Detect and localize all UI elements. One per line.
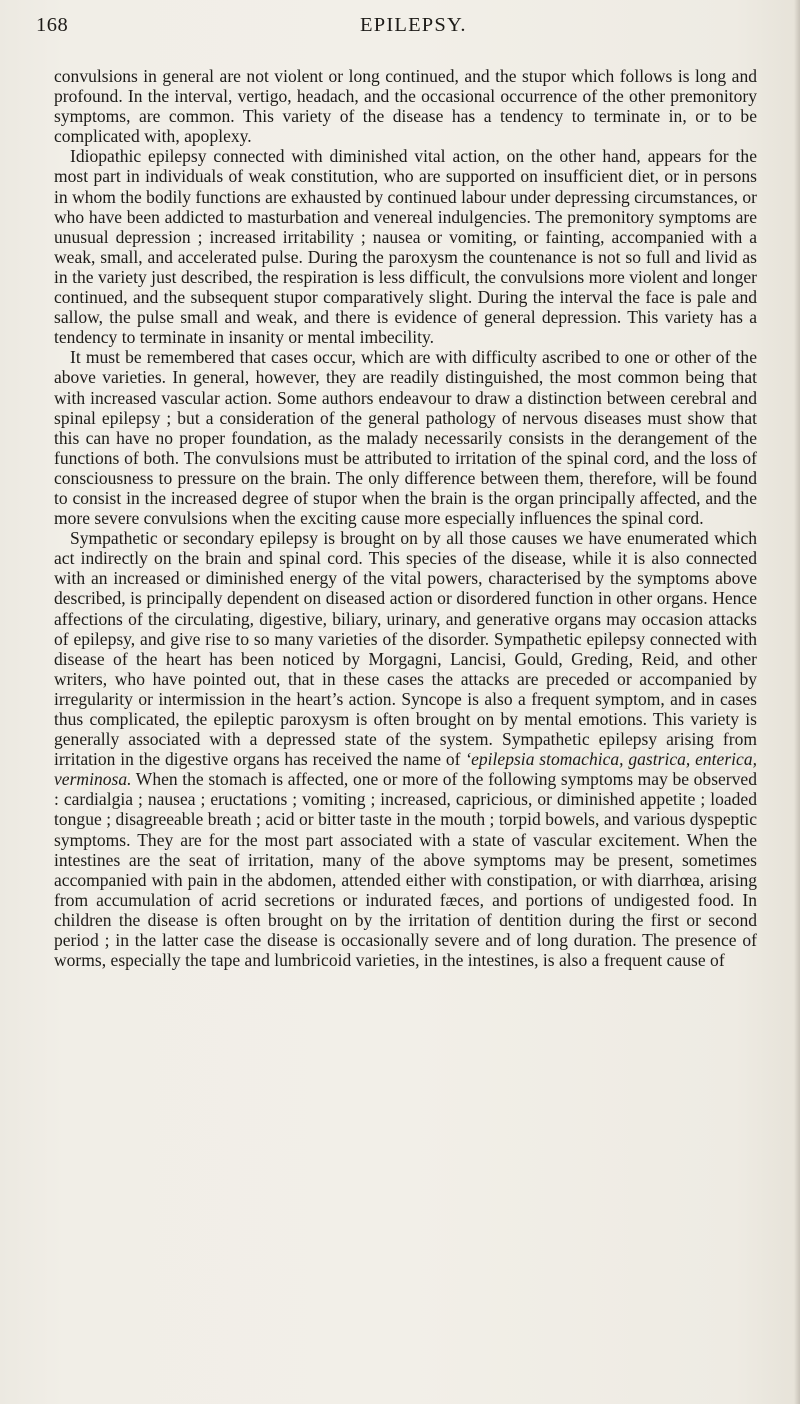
page-header <box>36 14 756 44</box>
paragraph-4-text-a: Sympathetic or secondary epilepsy is brought on by all those causes we have enumerated which act indirectly on the brain and spinal cord. This species of the disease, while it is also connected with an increased or diminished energy of the vital powers, characterised by the symptoms above described, is principally dependent on diseased action or disordered function in other organs. Hence affections of the circulating, digestive, biliary, urinary, and generative organs may occasion attacks of epilepsy, and give rise to so many varieties of the disorder. Sympathetic epilepsy connected with disease of the heart has been noticed by Morgagni, Lancisi, Gould, Greding, Reid, and other writers, who have pointed out, that in these cases the attacks are preceded or accompanied by irregularity or intermission in the heart’s action. Syncope is also a frequent symptom, and in cases thus complicated, the epileptic paroxysm is often brought on by mental emotions. This variety is generally associated with a depressed state of the system. Sympathetic epilepsy arising from irritation in the digestive organs has received the name of <box>54 528 757 770</box>
paragraph-3-text: It must be remembered that cases occur, which are with difficulty ascribed to one or other of the above varieties. In general, however, they are readily distinguished, the most common being that with increased vascular action. Some authors endeavour to draw a distinction between cerebral and spinal epilepsy ; but a consideration of the general pathology of nervous diseases must show that this can have no proper foundation, as the malady necessarily consists in the derangement of the functions of both. The convulsions must be attributed to irritation of the spinal cord, and the loss of consciousness to pressure on the brain. The only difference between them, therefore, will be found to consist in the increased degree of stupor when the brain is the organ principally affected, and the more severe convulsions when the exciting cause more especially influences the spinal cord. <box>54 347 757 529</box>
paragraph-2-text: Idiopathic epilepsy connected with diminished vital action, on the other hand, appears for the most part in individuals of weak constitution, who are supported on insufficient diet, or in persons in whom the bodily functions are exhausted by continued labour under depressing circumstances, or who have been addicted to masturbation and venereal indulgencies. The premonitory symptoms are unusual depression ; increased irritability ; nausea or vomiting, or fainting, accompanied with a weak, small, and accelerated pulse. During the paroxysm the countenance is not so full and livid as in the variety just described, the respiration is less difficult, the convulsions more violent and longer continued, and the subsequent stupor comparatively slight. During the interval the face is pale and sallow, the pulse small and weak, and there is evidence of general depression. This variety has a tendency to terminate in insanity or mental imbecility. <box>54 146 757 348</box>
paragraph-4-italic-term: ‘epilepsia stomachica, gastrica, enterica, verminosa. <box>54 749 757 790</box>
paragraph-3 <box>54 347 757 528</box>
page-number: 168 <box>36 14 69 36</box>
paragraph-4-text-b: When the stomach is affected, one or more of the following symptoms may be observed : cardialgia ; nausea ; eructations ; vomiting ; increased, capricious, or diminished appetite ; loaded tongue ; disagreeable breath ; acid or bitter taste in the mouth ; torpid bowels, and various dyspeptic symptoms. They are for the most part associated with a state of vascular excitement. When the intestines are the seat of irritation, many of the above symptoms may be present, sometimes accompanied with pain in the abdomen, attended either with constipation, or with diarrhœa, arising from accumulation of acrid secretions or indurated fæces, and portions of undigested food. In children the disease is often brought on by the irritation of dentition during the first or second period ; in the latter case the disease is occasionally severe and of long duration. The presence of worms, especially the tape and lumbricoid varieties, in the intestines, is also a frequent cause of <box>54 769 757 971</box>
paragraph-1 <box>54 66 757 146</box>
paragraph-1-text: convulsions in general are not violent or long continued, and the stupor which follows is long and profound. In the interval, vertigo, headach, and the occasional occurrence of the other premonitory symptoms, are common. This variety of the disease has a tendency to terminate in, or to be complicated with, apoplexy. <box>54 66 757 147</box>
running-title: EPILEPSY. <box>360 14 467 36</box>
body-text <box>54 66 757 970</box>
paragraph-4 <box>54 528 757 970</box>
paragraph-2 <box>54 146 757 347</box>
page-edge-shadow <box>794 0 800 1404</box>
